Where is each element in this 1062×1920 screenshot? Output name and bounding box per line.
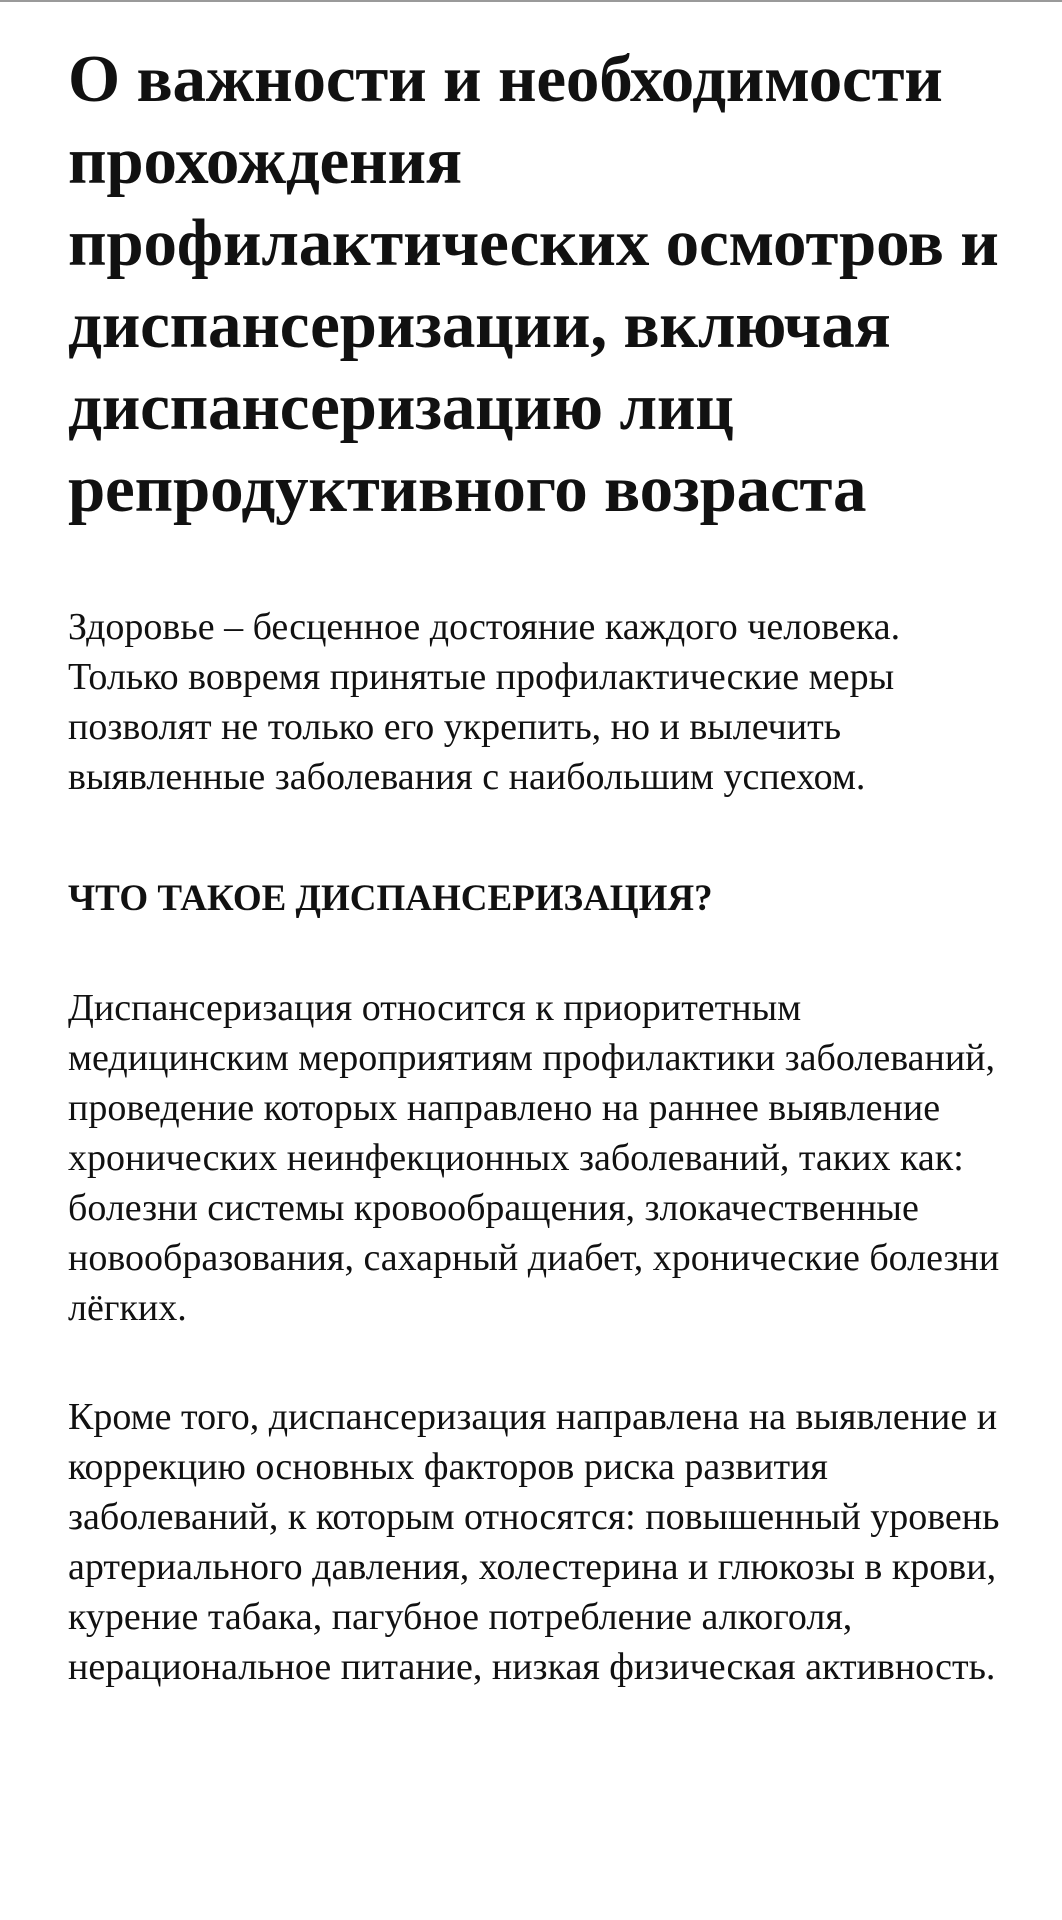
lead-paragraph: Здоровье – бесценное достояние каждого человека. Только вовремя принятые профилактические меры позволят не только его укрепить, но и вылечить выявленные заболевания с наибольшим успехом. xyxy=(68,606,901,798)
section-heading: ЧТО ТАКОЕ ДИСПАНСЕРИЗАЦИЯ? xyxy=(68,878,713,919)
body-paragraph-1: Диспансеризация относится к приоритетным медицинским мероприятиям профилактики заболеваний, проведение которых направлено на раннее выявление хронических неинфекционных заболеваний, таких как: болезни системы кровообращения, злокачественные новообразования, сахарный диабет, хронические болезни лёгких. xyxy=(68,987,1000,1329)
article-title: О важности и необходимости прохождения профилактических осмотров и диспансеризации, включая диспансеризацию лиц репродуктивного возраста xyxy=(68,42,999,526)
top-divider xyxy=(0,0,1062,2)
body-paragraph-2: Кроме того, диспансеризация направлена на выявление и коррекцию основных факторов риска развития заболеваний, к которым относятся: повышенный уровень артериального давления, холестерина и глюкозы в крови, курение табака, пагубное потребление алкоголя, нерациональное питание, низкая физическая активность. xyxy=(68,1396,1000,1688)
article xyxy=(68,38,1008,1692)
